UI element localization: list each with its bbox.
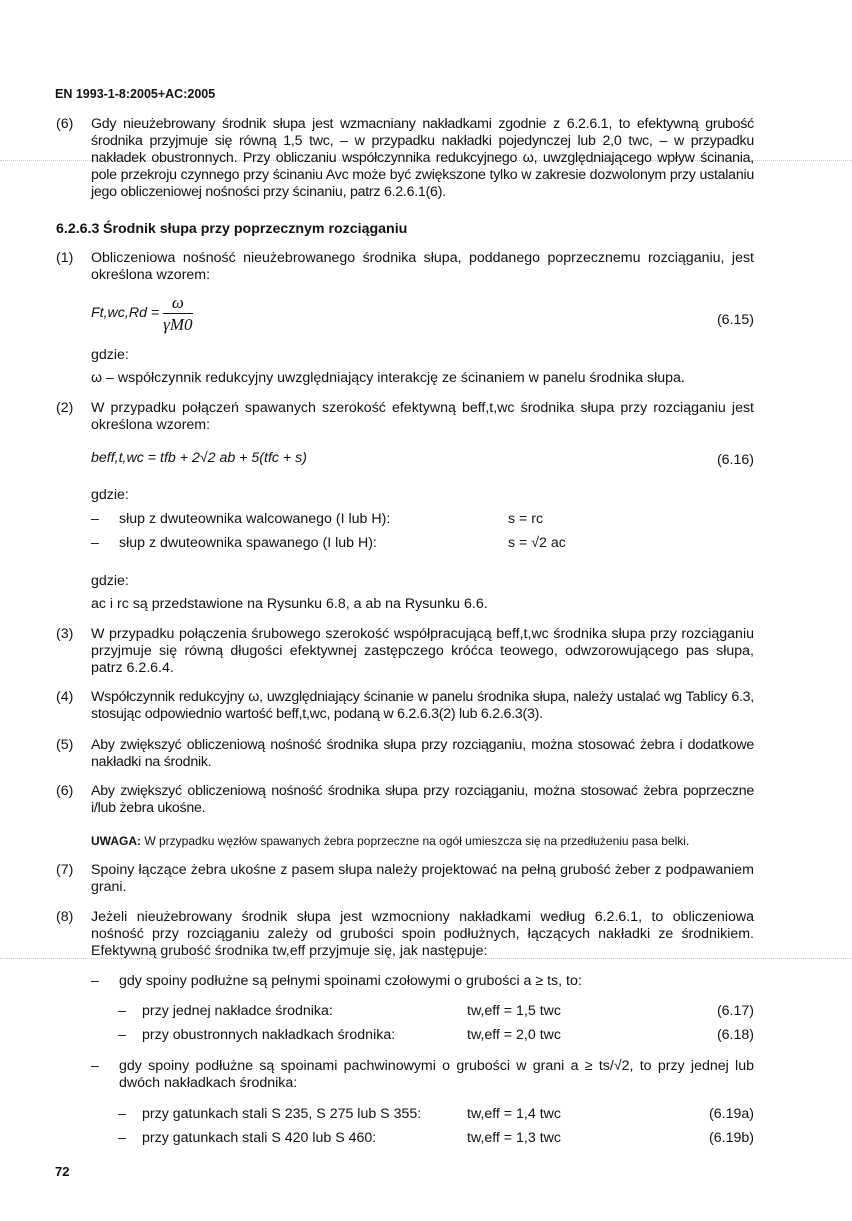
case-2: [91, 1058, 754, 1092]
section-heading: [56, 221, 407, 238]
formula-lhs: Ft,wc,Rd =: [91, 305, 160, 321]
list-item-text: przy obustronnych nakładkach środnika:: [142, 1027, 396, 1043]
list-dash: –: [118, 1106, 126, 1122]
gdzie-label: gdzie:: [91, 347, 129, 363]
definition-text: ac i rc są przedstawione na Rysunku 6.8, a ab na Rysunku 6.6.: [91, 596, 488, 612]
paragraph-5: [56, 737, 754, 771]
list-dash: –: [91, 1058, 99, 1074]
paragraph-1: [56, 250, 754, 284]
list-dash: –: [91, 535, 99, 551]
paragraph-number: (4): [56, 689, 74, 705]
paragraph-number: (5): [56, 737, 74, 753]
paragraph-number: (1): [56, 250, 74, 266]
section-title: Środnik słupa przy poprzecznym rozciąganiu: [103, 221, 408, 237]
list-dash: –: [91, 511, 99, 527]
case-text: gdy spoiny podłużne są spoinami pachwinowymi o grubości w grani a ≥ ts/√2, to przy jednej lub dwóch nakładkach środnika:: [119, 1058, 754, 1091]
list-item-value: tw,eff = 1,3 twc: [467, 1130, 561, 1146]
case-1: [91, 973, 754, 990]
list-item: [118, 1130, 754, 1147]
note-label: UWAGA:: [91, 834, 141, 848]
list-dash: –: [118, 1027, 126, 1043]
list-item-text: słup z dwuteownika walcowanego (I lub H):: [119, 511, 391, 527]
equation-label: (6.16): [716, 452, 754, 468]
section-number: 6.2.6.3: [56, 221, 100, 237]
definition-text: ω – współczynnik redukcyjny uwzględniający interakcję ze ścinaniem w panelu środnika słupa.: [91, 370, 685, 386]
paragraph-4: [56, 689, 754, 723]
paragraph-3: [56, 626, 754, 677]
paragraph-text: Jeżeli nieużebrowany środnik słupa jest wzmocniony nakładkami według 6.2.6.1, to obliczeniowa nośność przy rozciąganiu zależy od grubości spoin podłużnych, łączących nakładki ze środnikiem. Efektywną grubość środnika tw,eff przyjmuje się, jak następuje:: [91, 909, 754, 959]
note: [91, 833, 754, 850]
paragraph-number: (6): [56, 116, 74, 132]
list-item-text: słup z dwuteownika spawanego (I lub H):: [119, 535, 377, 551]
case-text: gdy spoiny podłużne są pełnymi spoinami czołowymi o grubości a ≥ ts, to:: [119, 973, 582, 989]
page-number: 72: [55, 1164, 70, 1179]
paragraph-text: W przypadku połączeń spawanych szerokość efektywną beff,t,wc środnika słupa przy rozciąganiu jest określona wzorem:: [91, 400, 754, 433]
formula-fraction: [163, 294, 192, 333]
paragraph-text: Współczynnik redukcyjny ω, uwzględniający ścinanie w panelu środnika słupa, należy ustalać wg Tablicy 6.3, stosując odpowiednio wartość beff,t,wc, podaną w 6.2.6.3(2) lub 6.2.6.3(3).: [91, 689, 754, 722]
gdzie-label: gdzie:: [91, 573, 129, 589]
equation-label: (6.19b): [709, 1130, 754, 1146]
list-item-text: przy gatunkach stali S 235, S 275 lub S 355:: [142, 1106, 422, 1122]
equation-label: (6.15): [716, 312, 754, 328]
paragraph-text: W przypadku połączenia śrubowego szerokość współpracującą beff,t,wc środnika słupa przy rozciąganiu przyjmuje się równą długości efektywnej zastępczego króćca teowego, odwzorowującego pas słupa, patrz 6.2.6.4.: [91, 626, 754, 676]
paragraph-text: Spoiny łączące żebra ukośne z pasem słupa należy projektować na pełną grubość żeber z podpawaniem grani.: [91, 862, 754, 895]
paragraph-text: Aby zwiększyć obliczeniową nośność środnika słupa przy rozciąganiu, można stosować żebra poprzeczne i/lub żebra ukośne.: [91, 783, 754, 816]
equation-label: (6.19a): [709, 1106, 754, 1122]
formula-denominator: γM0: [163, 315, 193, 334]
paragraph-number: (3): [56, 626, 74, 642]
note-text: W przypadku węzłów spawanych żebra poprzeczne na ogół umieszcza się na przedłużeniu pasa belki.: [144, 834, 690, 848]
equation-label: (6.18): [716, 1027, 754, 1043]
equation-label: (6.17): [716, 1003, 754, 1019]
list-dash: –: [91, 973, 99, 989]
paragraph-text: Aby zwiększyć obliczeniową nośność środnika słupa przy rozciąganiu, można stosować żebra i dodatkowe nakładki na środnik.: [91, 737, 754, 770]
paragraph-number: (8): [56, 909, 74, 925]
document-header: EN 1993-1-8:2005+AC:2005: [55, 87, 216, 101]
list-item-value: s = rc: [508, 511, 544, 527]
formula-6-16: beff,t,wc = tfb + 2√2 ab + 5(tfc + s): [91, 450, 307, 466]
list-item: [91, 535, 754, 552]
list-dash: –: [118, 1130, 126, 1146]
list-item: [91, 511, 754, 528]
paragraph-6-top: [56, 116, 754, 201]
list-item: [118, 1106, 754, 1123]
paragraph-number: (2): [56, 400, 74, 416]
paragraph-2: [56, 400, 754, 434]
list-item: [118, 1003, 754, 1020]
list-item-value: tw,eff = 1,5 twc: [467, 1003, 561, 1019]
list-item-text: przy gatunkach stali S 420 lub S 460:: [142, 1130, 377, 1146]
paragraph-text: Gdy nieużebrowany środnik słupa jest wzmacniany nakładkami zgodnie z 6.2.6.1, to efektywną grubość środnika przyjmuje się równą 1,5 twc, – w przypadku nakładki pojedynczej lub 2,0 twc, – w przypadku nakładek obustronnych. Przy obliczaniu współczynnika redukcyjnego ω, uwzględniającego wpływ ścinania, pole przekroju czynnego przy ścinaniu Avc może być zwiększone tylko w zakresie dozwolonym przy ustalaniu jego obliczeniowej nośności przy ścinaniu, patrz 6.2.6.1(6).: [91, 116, 754, 200]
paragraph-number: (7): [56, 862, 74, 878]
list-item-value: s = √2 ac: [508, 535, 566, 551]
paragraph-text: Obliczeniowa nośność nieużebrowanego środnika słupa, poddanego poprzecznemu rozciąganiu, jest określona wzorem:: [91, 250, 754, 283]
paragraph-8: [56, 909, 754, 960]
list-item-value: tw,eff = 2,0 twc: [467, 1027, 561, 1043]
formula-6-15: [91, 294, 193, 333]
paragraph-7: [56, 862, 754, 896]
paragraph-number: (6): [56, 783, 74, 799]
list-item-value: tw,eff = 1,4 twc: [467, 1106, 561, 1122]
paragraph-6: [56, 783, 754, 817]
list-item-text: przy jednej nakładce środnika:: [142, 1003, 333, 1019]
gdzie-label: gdzie:: [91, 487, 129, 503]
list-item: [118, 1027, 754, 1044]
list-dash: –: [118, 1003, 126, 1019]
formula-numerator: ω: [163, 294, 192, 314]
